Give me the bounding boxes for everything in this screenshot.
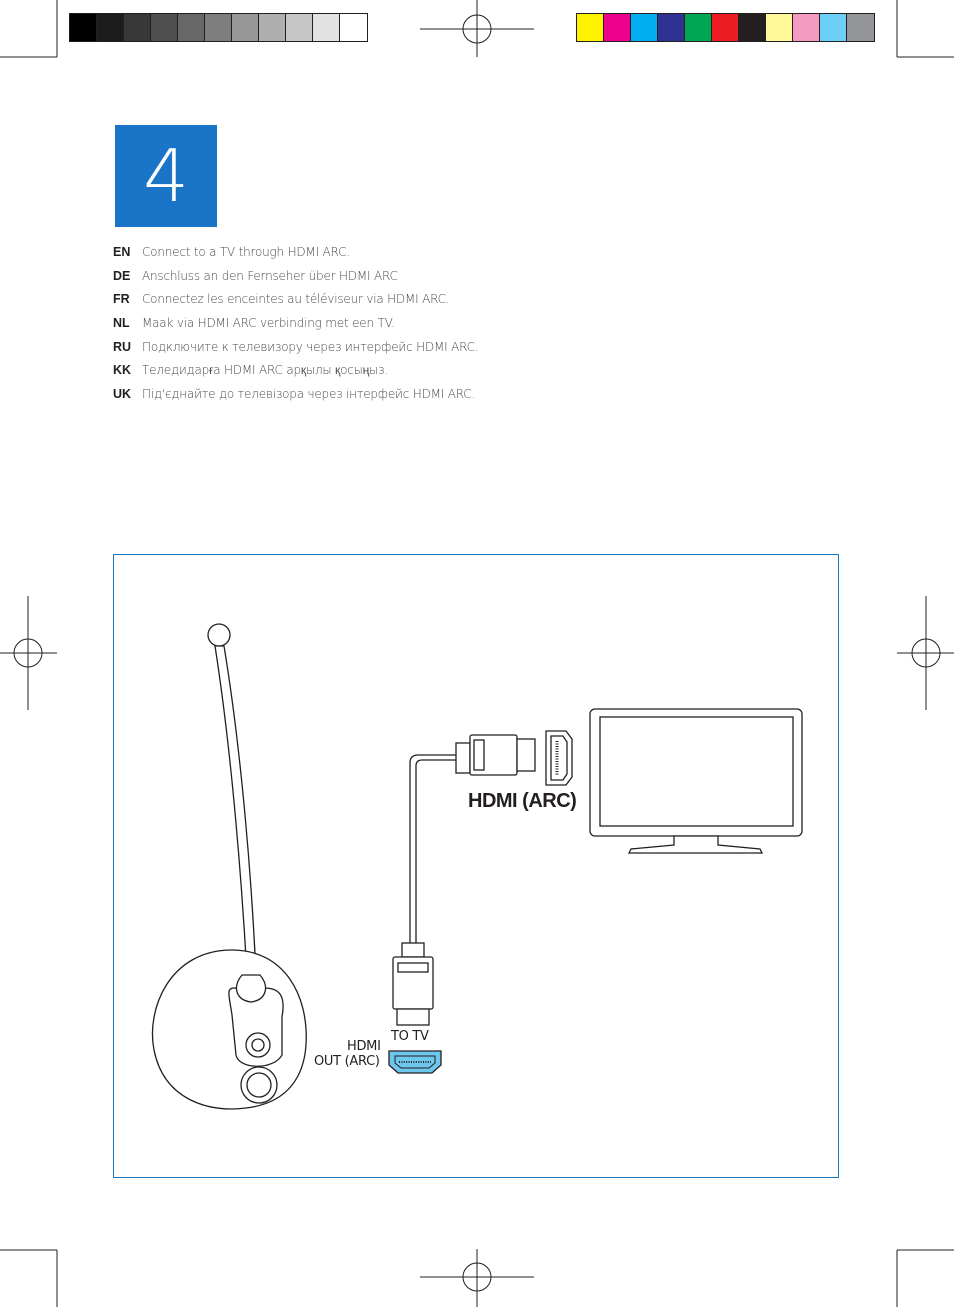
instruction-row [113, 287, 478, 311]
tv-screen [600, 717, 793, 826]
instruction-text: Подключите к телевизору через интерфейс HDMI ARC. [142, 339, 479, 354]
tv-stand [629, 836, 762, 853]
instruction-row [113, 382, 478, 406]
hdmi-cable-outer [410, 755, 456, 945]
diagram-illustration [114, 555, 840, 1179]
color-swatch [178, 14, 205, 41]
color-swatch [259, 14, 286, 41]
language-code: FR [113, 292, 130, 307]
language-code: DE [113, 268, 131, 283]
instruction-list [113, 240, 478, 406]
instruction-text: Connectez les enceintes au téléviseur via HDMI ARC. [142, 292, 450, 307]
color-swatch [313, 14, 340, 41]
instruction-text: Anschluss an den Fernseher über HDMI ARC [142, 268, 398, 283]
process-color-bar [576, 13, 875, 42]
color-swatch [604, 14, 631, 41]
color-swatch [151, 14, 178, 41]
speaker-round-port-inner [252, 1039, 264, 1051]
hdmi-plug-collar-bottom [402, 943, 424, 957]
color-swatch [97, 14, 124, 41]
language-code: KK [113, 363, 132, 378]
language-code: EN [113, 244, 131, 259]
instruction-text: Connect to a TV through HDMI ARC. [142, 244, 350, 259]
color-swatch [658, 14, 685, 41]
speaker-power-socket-inner [247, 1073, 271, 1097]
language-code: RU [113, 339, 132, 354]
color-swatch [205, 14, 232, 41]
color-swatch [577, 14, 604, 41]
speaker-base [152, 950, 306, 1109]
stalk-joint [236, 975, 265, 1002]
color-swatch [70, 14, 97, 41]
tv-hdmi-port-inner [551, 736, 567, 780]
speaker-tip [208, 624, 230, 646]
color-swatch [340, 14, 367, 41]
color-swatch [766, 14, 793, 41]
hdmi-plug-grip-bottom [398, 963, 428, 972]
out-arc-label: OUT (ARC) [314, 1054, 380, 1069]
hdmi-plug-tip-bottom [397, 1009, 429, 1025]
color-swatch [631, 14, 658, 41]
color-swatch [820, 14, 847, 41]
hdmi-plug-tip-top [517, 739, 535, 771]
color-swatch [286, 14, 313, 41]
instruction-text: Під'єднайте до телевізора через інтерфейс HDMI ARC. [142, 386, 476, 401]
speaker-stalk [215, 646, 256, 975]
hdmi-cable-inner [416, 760, 456, 945]
language-code: UK [113, 386, 132, 401]
grayscale-color-bar [69, 13, 368, 42]
speaker-hdmi-out-port [389, 1051, 441, 1073]
step-number: 4 [143, 134, 189, 218]
instruction-row [113, 311, 478, 335]
color-swatch [739, 14, 766, 41]
language-code: NL [113, 315, 130, 330]
instruction-row [113, 358, 478, 382]
to-tv-label: TO TV [391, 1029, 429, 1044]
hdmi-label: HDMI [347, 1039, 381, 1054]
hdmi-plug-grip-top [474, 740, 484, 770]
color-swatch [685, 14, 712, 41]
instruction-row [113, 335, 478, 359]
color-swatch [793, 14, 820, 41]
instruction-row [113, 264, 478, 288]
step-number-badge [115, 125, 217, 227]
instruction-text: Теледидарға HDMI ARC арқылы қосыңыз. [142, 363, 388, 378]
connection-diagram [113, 554, 839, 1178]
hdmi-plug-collar-top [456, 743, 470, 773]
color-swatch [232, 14, 259, 41]
color-swatch [847, 14, 874, 41]
instruction-row [113, 240, 478, 264]
color-swatch [124, 14, 151, 41]
instruction-text: Maak via HDMI ARC verbinding met een TV. [142, 315, 395, 330]
color-swatch [712, 14, 739, 41]
tv-port-label: HDMI (ARC) [468, 790, 577, 812]
